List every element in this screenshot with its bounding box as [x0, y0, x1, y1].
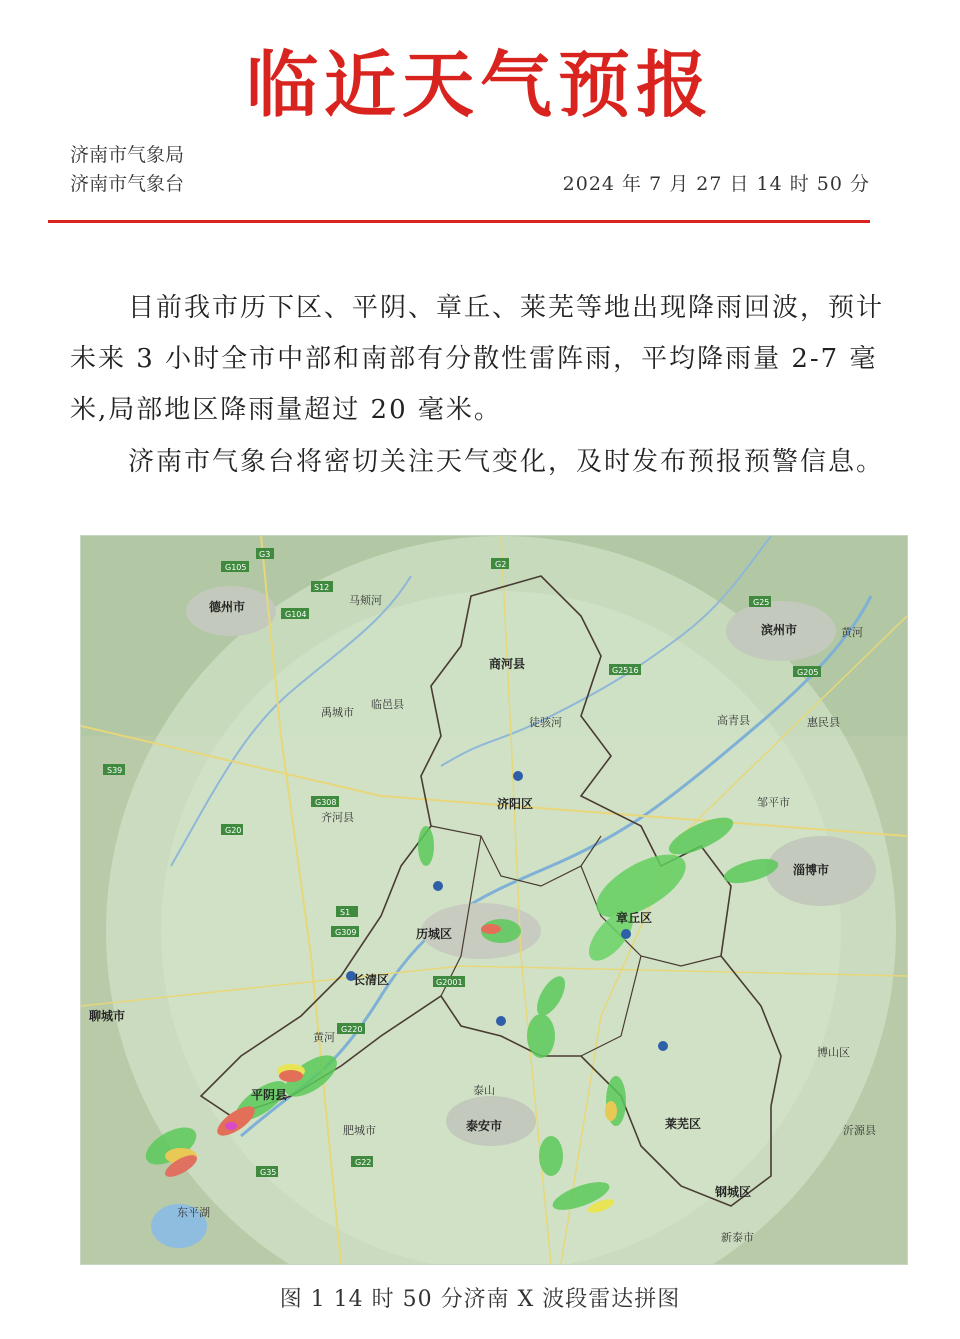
label-lixia: 历城区	[416, 927, 453, 941]
road-label: G105	[225, 563, 247, 572]
issue-date: 2024 年 7 月 27 日 14 时 50 分	[562, 173, 870, 195]
radar-mosaic-map	[80, 535, 908, 1265]
pin-icon	[621, 929, 631, 939]
label-laiwu: 莱芜区	[665, 1117, 702, 1131]
label-taishan: 泰山	[473, 1084, 495, 1097]
label-gaoqing: 高青县	[717, 714, 750, 727]
road-label: G309	[335, 928, 357, 937]
road-label: G205	[797, 668, 819, 677]
header-divider	[48, 220, 870, 223]
echo	[605, 1101, 617, 1121]
echo	[279, 1070, 303, 1082]
road-label: G2	[495, 560, 507, 569]
road-label: S1	[340, 908, 351, 917]
label-gangcheng: 钢城区	[715, 1185, 752, 1199]
figure-caption: 图 1 14 时 50 分济南 X 波段雷达拼图	[279, 1287, 681, 1312]
monitoring-paragraph: 济南市气象台将密切关注天气变化，及时发布预报预警信息。	[128, 447, 885, 477]
pin-icon	[658, 1041, 668, 1051]
echo	[539, 1136, 563, 1176]
road-label: G2516	[612, 666, 639, 675]
label-qihe: 齐河县	[321, 811, 354, 824]
road-label: G104	[285, 610, 307, 619]
road-label: G20	[225, 826, 242, 835]
label-jiyang: 济阳区	[497, 797, 534, 811]
label-changqing: 长清区	[353, 973, 390, 987]
label-yellow-river: 黄河	[841, 626, 863, 639]
label-huimin: 惠民县	[807, 716, 840, 729]
agency-bureau: 济南市气象局	[70, 144, 185, 166]
road-label: S12	[314, 583, 330, 592]
label-linyi: 临邑县	[371, 698, 404, 711]
road-label: G35	[260, 1168, 277, 1177]
label-zouping: 邹平市	[757, 796, 790, 809]
road-label: G308	[315, 798, 337, 807]
label-shanghe: 商河县	[489, 657, 526, 671]
road-label: G220	[341, 1025, 363, 1034]
label-liaocheng: 聊城市	[89, 1009, 126, 1023]
label-taian: 泰安市	[466, 1119, 503, 1133]
label-dezhou: 德州市	[209, 600, 246, 614]
label-zibo: 淄博市	[793, 863, 830, 877]
label-yiyuan: 沂源县	[843, 1124, 876, 1137]
pin-icon	[496, 1016, 506, 1026]
label-majia-river: 马颊河	[349, 594, 382, 607]
pin-icon	[433, 881, 443, 891]
road-label: G3	[259, 550, 271, 559]
radar-map-svg	[81, 536, 907, 1264]
road-label: G22	[355, 1158, 372, 1167]
agency-observatory: 济南市气象台	[70, 173, 185, 195]
page-title: 临近天气预报	[245, 43, 714, 127]
label-binzhou: 滨州市	[761, 623, 798, 637]
label-dongping-lake: 东平湖	[177, 1206, 210, 1219]
label-boshan: 博山区	[817, 1046, 850, 1059]
label-tuhai-river: 徒骇河	[529, 716, 562, 729]
echo	[225, 1122, 237, 1130]
road-label: S39	[107, 766, 123, 775]
label-zhangqiu: 章丘区	[616, 911, 653, 925]
echo	[418, 826, 434, 866]
road-label: G2001	[436, 978, 463, 987]
echo	[481, 924, 501, 934]
label-feicheng: 肥城市	[343, 1124, 376, 1137]
label-pingyin: 平阴县	[251, 1088, 288, 1102]
label-xintai: 新泰市	[721, 1231, 754, 1244]
echo	[527, 1014, 555, 1058]
pin-icon	[513, 771, 523, 781]
label-yucheng: 禹城市	[321, 706, 354, 719]
label-yellow-river-south: 黄河	[313, 1031, 335, 1044]
forecast-paragraph: 目前我市历下区、平阴、章丘、莱芜等地出现降雨回波，预计未来 3 小时全市中部和南部有分散性雷阵雨，平均降雨量 2-7 毫米,局部地区降雨量超过 20 毫米。	[70, 293, 885, 425]
road-label: G25	[753, 598, 770, 607]
